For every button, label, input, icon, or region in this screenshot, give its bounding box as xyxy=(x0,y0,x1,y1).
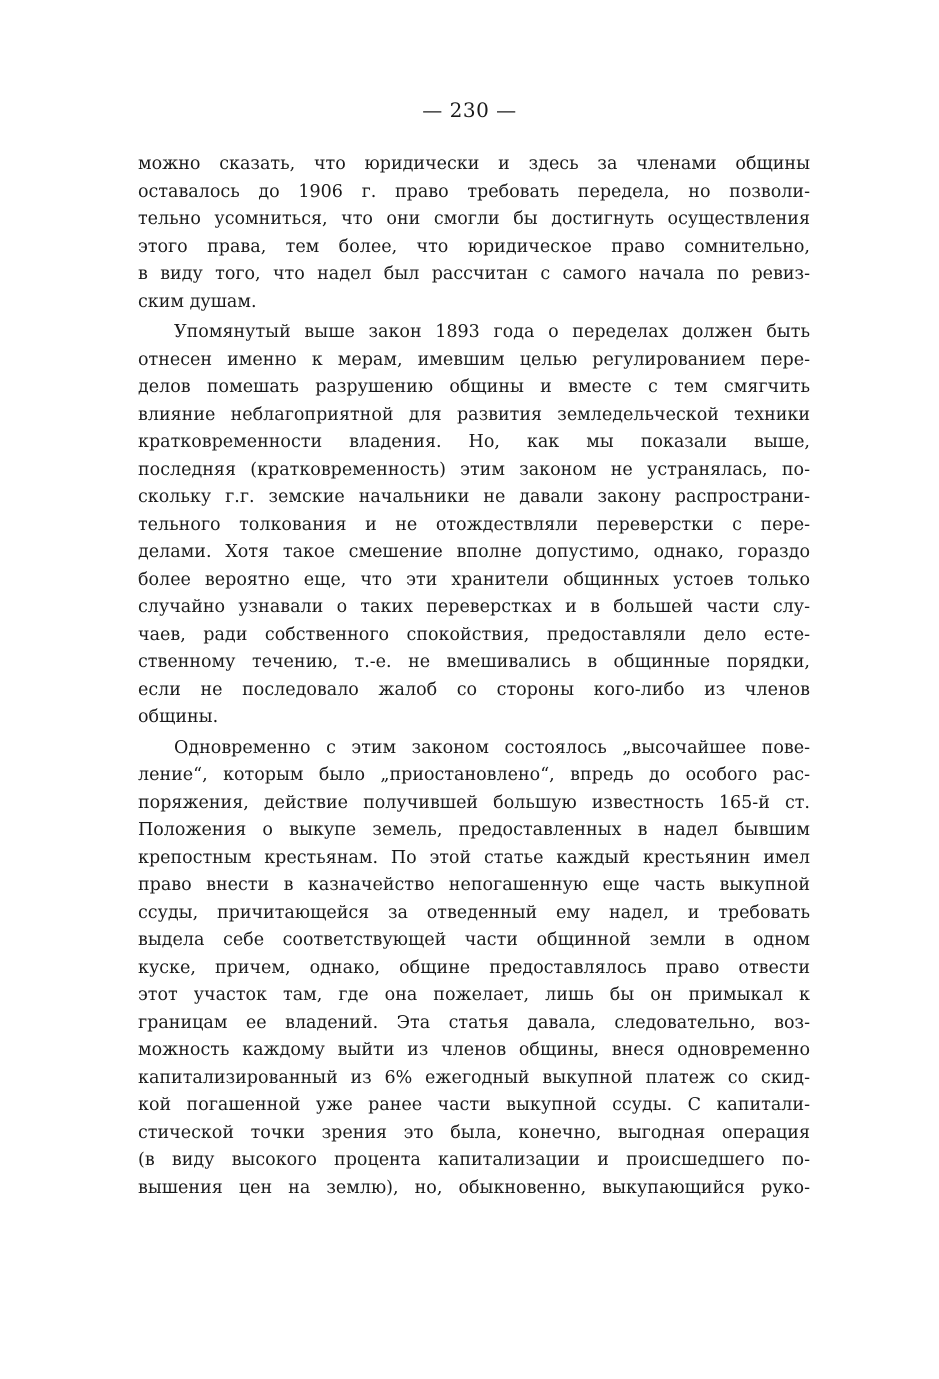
body-text xyxy=(138,151,810,1204)
text-line: Одновременно с этим законом состоялось „высочайшее пове- xyxy=(174,737,810,758)
text-line: капитализированный из 6% ежегодный выкупной платеж со скид- xyxy=(138,1067,810,1088)
paragraph-2 xyxy=(138,319,810,732)
text-line: делами. Хотя такое смешение вполне допустимо, однако, гораздо xyxy=(138,542,810,562)
text-line: можно сказать, что юридически и здесь за членами общины xyxy=(138,154,810,174)
text-line: ским душам. xyxy=(138,291,257,312)
text-line: общины. xyxy=(138,707,219,727)
text-line: влияние неблагоприятной для развития земледельческой техники xyxy=(138,404,810,425)
text-line: поряжения, действие получившей большую известность 165-й ст. xyxy=(138,792,810,813)
text-line: если не последовало жалоб со стороны кого-либо из членов xyxy=(138,679,810,700)
text-line: кратковременности владения. Но, как мы показали выше, xyxy=(138,432,810,452)
text-line: случайно узнавали о таких переверстках и в большей части слу- xyxy=(138,597,810,617)
text-line: оставалось до 1906 г. право требовать передела, но позволи- xyxy=(138,181,810,202)
page-number: — 230 — xyxy=(422,98,517,122)
text-line: стической точки зрения это была, конечно, выгодная операция xyxy=(138,1122,810,1143)
text-line: отнесен именно к мерам, имевшим целью регулированием пере- xyxy=(138,349,810,370)
text-line: этого права, тем более, что юридическое право сомнительно, xyxy=(138,236,810,257)
text-line: ление“, которым было „приостановлено“, впредь до особого рас- xyxy=(138,765,810,785)
text-line: тельного толкования и не отождествляли переверстки с пере- xyxy=(138,514,810,535)
text-line: ственному течению, т.-е. не вмешивались в общинные порядки, xyxy=(138,652,810,672)
text-line: куске, причем, однако, общине предоставлялось право отвести xyxy=(138,957,810,978)
text-line: скольку г.г. земские начальники не давали закону распространи- xyxy=(138,487,810,507)
text-line: делов помешать разрушению общины и вместе с тем смягчить xyxy=(138,377,810,397)
text-line: в виду того, что надел был рассчитан с самого начала по ревиз- xyxy=(138,264,810,284)
text-line: ссуды, причитающейся за отведенный ему надел, и требовать xyxy=(138,902,810,923)
text-line: более вероятно еще, что эти хранители общинных устоев только xyxy=(138,569,810,590)
text-line: чаев, ради собственного спокойствия, предоставляли дело есте- xyxy=(138,624,810,645)
paragraph-1 xyxy=(138,151,810,316)
text-line: последняя (кратковременность) этим законом не устранялась, по- xyxy=(138,459,810,480)
text-line: тельно усомниться, что они смогли бы достигнуть осуществления xyxy=(138,209,810,229)
paragraph-3 xyxy=(138,735,810,1203)
text-line: выдела себе соответствующей части общинной земли в одном xyxy=(138,930,810,950)
text-line: можность каждому выйти из членов общины, внеся одновременно xyxy=(138,1040,810,1060)
text-line: этот участок там, где она пожелает, лишь бы он примыкал к xyxy=(138,985,810,1005)
text-line: кой погашенной уже ранее части выкупной ссуды. С капитали- xyxy=(138,1095,810,1115)
text-line: (в виду высокого процента капитализации и происшедшего по- xyxy=(138,1150,810,1170)
text-line: крепостным крестьянам. По этой статье каждый крестьянин имел xyxy=(138,847,810,868)
text-line: вышения цен на землю), но, обыкновенно, выкупающийся руко- xyxy=(138,1177,810,1198)
text-line: право внести в казначейство непогашенную еще часть выкупной xyxy=(138,875,810,895)
text-line: Положения о выкупе земель, предоставленных в надел бывшим xyxy=(138,820,810,840)
text-line: границам ее владений. Эта статья давала, следовательно, воз- xyxy=(138,1012,810,1033)
text-line: Упомянутый выше закон 1893 года о переделах должен быть xyxy=(174,322,810,342)
